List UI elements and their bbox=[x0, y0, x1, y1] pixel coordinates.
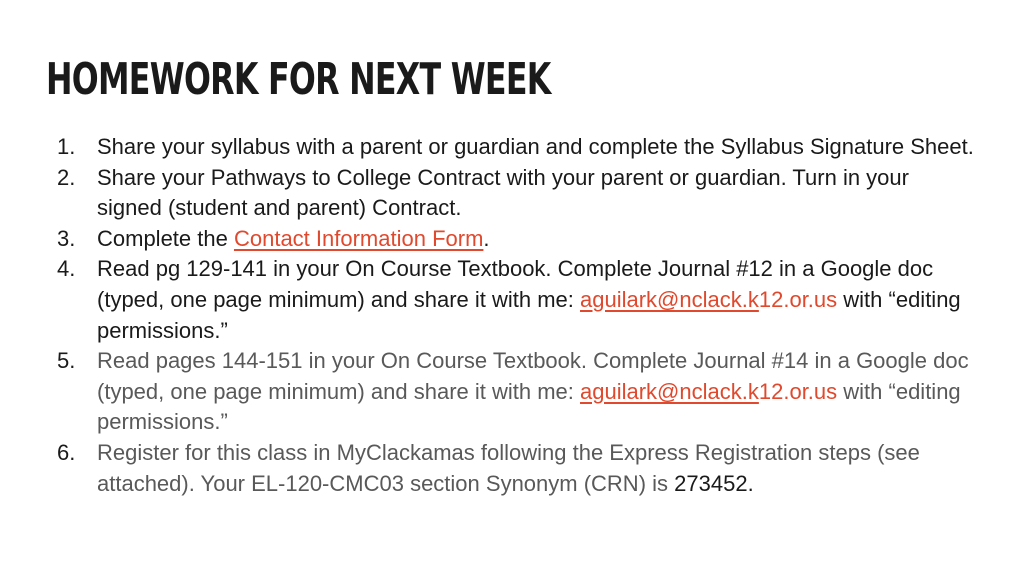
crn-number: 273452 bbox=[674, 470, 748, 496]
list-item-2 bbox=[57, 163, 977, 224]
item-text-before: Read pg 129-141 in your On Course Textbook. Complete Journal #12 in a Google doc (typed, one page minimum) and share it with me: bbox=[97, 256, 934, 312]
item-text-after: . bbox=[747, 470, 754, 496]
item-text-after: with “editing permissions.” bbox=[97, 286, 961, 343]
item-number: 1. bbox=[57, 134, 76, 159]
email-link[interactable]: aguilark@nclack.k bbox=[580, 286, 759, 312]
item-number: 4. bbox=[57, 256, 76, 282]
item-number: 3. bbox=[57, 225, 76, 251]
email-link[interactable]: aguilark@nclack.k bbox=[580, 378, 759, 404]
item-text-before: Read pages 144-151 in your On Course Textbook. Complete Journal #14 in a Google doc (typed, one page minimum) and share it with me: bbox=[97, 348, 969, 404]
item-number: 2. bbox=[57, 164, 76, 190]
item-text-before: Complete the bbox=[97, 225, 234, 251]
email-link-tail: 12.or.us bbox=[758, 286, 838, 312]
list-item-6 bbox=[57, 438, 977, 499]
item-number: 6. bbox=[57, 439, 76, 465]
list-item-1 bbox=[57, 132, 977, 163]
item-text: Share your syllabus with a parent or guardian and complete the Syllabus Signature Sheet. bbox=[97, 134, 974, 159]
item-text-after: . bbox=[483, 225, 490, 251]
item-text-after: with “editing permissions.” bbox=[97, 378, 961, 435]
contact-information-form-link[interactable]: Contact Information Form bbox=[233, 225, 484, 251]
homework-list bbox=[57, 132, 977, 499]
slide-title: HOMEWORK FOR NEXT WEEK bbox=[46, 54, 551, 105]
item-number: 5. bbox=[57, 348, 76, 374]
list-item-3 bbox=[57, 224, 977, 255]
item-text: Share your Pathways to College Contract with your parent or guardian. Turn in your signed (student and parent) Contract. bbox=[97, 164, 909, 221]
item-text-before: Register for this class in MyClackamas following the Express Registration steps (see attached). Your EL-120-CMC03 section Synonym (CRN) is bbox=[97, 439, 920, 496]
list-item-4 bbox=[57, 254, 977, 346]
list-item-5 bbox=[57, 346, 977, 438]
email-link-tail: 12.or.us bbox=[758, 378, 838, 404]
